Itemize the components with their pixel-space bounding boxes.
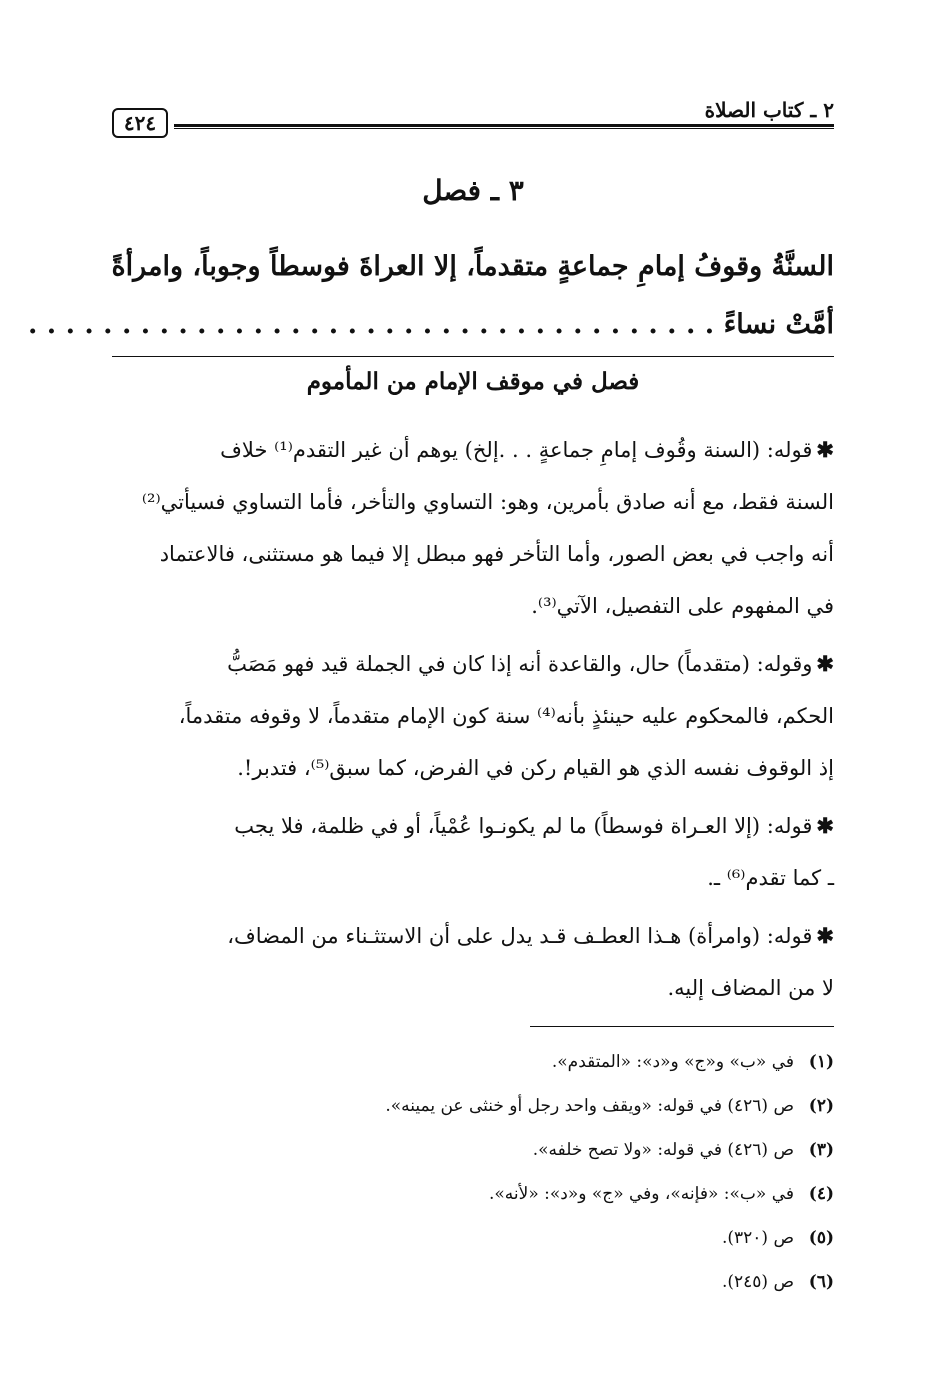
- paragraph-line: إذ الوقوف نفسه الذي هو القيام ركن في الفرض، كما سبق⁽⁵⁾، فتدبر!.: [237, 756, 834, 780]
- paragraph-line: الحكم، فالمحكوم عليه حينئذٍ بأنه⁽⁴⁾ سنة كون الإمام متقدماً، لا وقوفه متقدماً،: [178, 704, 834, 728]
- commentary: [112, 424, 834, 1020]
- footnote-3: (٣)ص (٤٢٦) في قوله: «ولا تصح خلفه».: [532, 1140, 834, 1160]
- paragraph-line: ✱قوله: (وامرأة) هـذا العطـف قـد يدل على أن الاستثـناء من المضاف،: [227, 923, 834, 948]
- main-text-divider: [112, 356, 834, 357]
- bullet-icon: ✱: [816, 923, 834, 948]
- paragraph-line: السنة فقط، مع أنه صادق بأمرين، وهو: التساوي والتأخر، فأما التساوي فسيأتي⁽²⁾: [141, 490, 834, 514]
- commentary-title: فصل في موقف الإمام من المأموم: [306, 368, 640, 395]
- page-number: ٤٢٤: [112, 108, 168, 138]
- bullet-icon: ✱: [816, 813, 834, 838]
- commentary-paragraph-4: [112, 910, 834, 1014]
- main-text-line-1: السنَّةُ وقوفُ إمامِ جماعةٍ متقدماً، إلا العراةَ فوسطاً وجوباً، وامرأةً: [111, 251, 834, 282]
- bullet-icon: ✱: [816, 651, 834, 676]
- paragraph-line: ✱وقوله: (متقدماً) حال، والقاعدة أنه إذا كان في الجملة قيد فهو مَصَبُّ: [227, 651, 834, 676]
- bullet-icon: ✱: [816, 437, 834, 462]
- footnote-2: (٢)ص (٤٢٦) في قوله: «ويقف واحد رجل أو خنثى عن يمينه».: [385, 1096, 834, 1116]
- footnote-4: (٤)في «ب»: «فإنه»، وفي «ج» و«د»: «لأنه».: [488, 1184, 834, 1204]
- main-text: [27, 238, 834, 354]
- main-text-line-2: [27, 296, 834, 354]
- commentary-paragraph-2: [112, 638, 834, 794]
- footnote-divider: [530, 1026, 834, 1027]
- commentary-paragraph-1: [112, 424, 834, 632]
- footnote-6: (٦)ص (٢٤٥).: [721, 1272, 834, 1292]
- footnote-1: (١)في «ب» و«ج» و«د»: «المتقدم».: [551, 1052, 834, 1072]
- commentary-paragraph-3: [112, 800, 834, 904]
- running-title: ٢ ـ كتاب الصلاة: [699, 98, 834, 122]
- paragraph-line: ✱قوله: (السنة وقُوف إمامِ جماعةٍ . . .إلخ) يوهم أن غير التقدم⁽¹⁾ خلاف: [220, 437, 834, 462]
- section-title: ٣ ـ فصل: [422, 174, 524, 207]
- paragraph-line: ✱قوله: (إلا العـراة فوسطاً) ما لم يكونـوا عُمْياً، أو في ظلمة، فلا يجب: [234, 813, 834, 838]
- paragraph-line: ـ كما تقدم⁽⁶⁾ ـ.: [707, 866, 834, 890]
- header-rule: [174, 124, 834, 129]
- footnote-5: (٥)ص (٣٢٠).: [721, 1228, 834, 1248]
- paragraph-line: لا من المضاف إليه.: [667, 976, 834, 1000]
- footnotes: [112, 1040, 834, 1304]
- paragraph-line: في المفهوم على التفصيل، الآتي⁽³⁾.: [531, 594, 834, 618]
- main-text-dots: . . . . . . . . . . . . . . . . . . . . . . . . . . . . . . . . . . . . .: [27, 309, 715, 340]
- page-header: [112, 100, 834, 144]
- main-text-line-2-text: أمَّتْ نساءً: [723, 309, 834, 340]
- paragraph-line: أنه واجب في بعض الصور، وأما التأخر فهو مبطل إلا فيما هو مستثنى، فالاعتماد: [159, 542, 834, 566]
